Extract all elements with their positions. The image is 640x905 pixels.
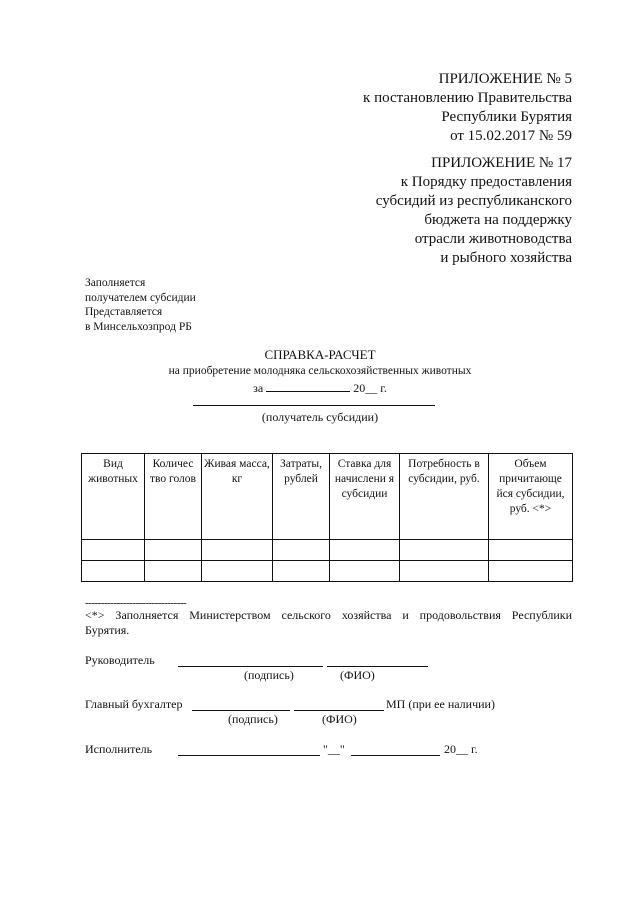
appendix-5-line: ПРИЛОЖЕНИЕ № 5	[438, 71, 572, 87]
table-cell[interactable]	[82, 561, 145, 582]
accountant-name-caption: (ФИО)	[322, 712, 357, 726]
table-cell[interactable]	[202, 561, 273, 582]
recipient-caption: (получатель субсидии)	[261, 410, 379, 424]
head-label: Руководитель	[85, 653, 155, 667]
accountant-label: Главный бухгалтер	[85, 697, 183, 711]
column-header: Объем причитающе йся субсидии, руб. <*>	[489, 454, 573, 540]
appendix-5-line: к постановлению Правительства	[363, 90, 572, 106]
filing-note-line: получателем субсидии	[85, 291, 196, 304]
column-header: Живая масса, кг	[202, 454, 273, 540]
filing-note-line: Заполняется	[85, 277, 146, 289]
accountant-signature-field[interactable]	[192, 710, 290, 711]
column-header: Потребность в субсидии, руб.	[400, 454, 489, 540]
period-suffix: 20__ г.	[353, 381, 387, 395]
table-cell[interactable]	[145, 540, 202, 561]
table-row	[82, 540, 573, 561]
table-header-row	[82, 454, 573, 540]
calculation-table	[81, 453, 573, 582]
table-cell[interactable]	[489, 540, 573, 561]
table-cell[interactable]	[273, 561, 330, 582]
appendix-17-block	[376, 154, 572, 268]
filing-note-line: Представляется	[85, 306, 163, 318]
date-month-field[interactable]	[351, 755, 440, 756]
accountant-name-field[interactable]	[294, 710, 384, 711]
column-header: Вид животных	[82, 454, 145, 540]
form-subtitle: на приобретение молодняка сельскохозяйственных животных	[168, 365, 472, 377]
period-prefix: за	[253, 381, 264, 395]
table-cell[interactable]	[273, 540, 330, 561]
head-signature-caption: (подпись)	[244, 668, 294, 682]
head-name-field[interactable]	[327, 666, 428, 667]
table-cell[interactable]	[330, 561, 400, 582]
column-header: Ставка для начислени я субсидии	[330, 454, 400, 540]
appendix-17-line: субсидий из республиканского	[375, 193, 572, 209]
column-header: Затраты, рублей	[273, 454, 330, 540]
filing-notes	[85, 276, 196, 334]
date-day-field[interactable]: "__"	[323, 742, 345, 756]
date-year: 20__ г.	[444, 742, 478, 756]
table-cell[interactable]	[489, 561, 573, 582]
footnote-text: <*> Заполняется Министерством сельского хозяйства и продовольствия Республики Бурятия.	[85, 608, 572, 637]
footnote-separator: --------------------------------	[85, 597, 187, 609]
appendix-17-line: бюджета на поддержку	[424, 212, 572, 228]
table-cell[interactable]	[330, 540, 400, 561]
appendix-17-line: ПРИЛОЖЕНИЕ № 17	[431, 155, 572, 171]
appendix-17-line: отрасли животноводства	[414, 231, 572, 247]
table-cell[interactable]	[82, 540, 145, 561]
appendix-5-line: от 15.02.2017 № 59	[450, 128, 572, 144]
table-cell[interactable]	[400, 540, 489, 561]
head-name-caption: (ФИО)	[340, 668, 375, 682]
recipient-field[interactable]	[193, 405, 435, 406]
appendix-5-block	[363, 70, 572, 146]
appendix-17-line: и рыбного хозяйства	[440, 250, 572, 266]
appendix-17-line: к Порядку предоставления	[400, 174, 572, 190]
executor-field[interactable]	[178, 755, 320, 756]
form-title: СПРАВКА-РАСЧЕТ	[264, 347, 376, 362]
period-blank-field[interactable]	[266, 380, 350, 392]
table-row	[82, 561, 573, 582]
form-period	[0, 380, 640, 396]
stamp-note: МП (при ее наличии)	[386, 697, 495, 711]
table-cell[interactable]	[202, 540, 273, 561]
table-cell[interactable]	[145, 561, 202, 582]
head-signature-field[interactable]	[178, 666, 323, 667]
filing-note-line: в Минсельхозпрод РБ	[85, 320, 192, 333]
executor-label: Исполнитель	[85, 742, 153, 756]
column-header: Количес тво голов	[145, 454, 202, 540]
appendix-5-line: Республики Бурятия	[441, 109, 572, 125]
accountant-signature-caption: (подпись)	[228, 712, 278, 726]
table-cell[interactable]	[400, 561, 489, 582]
